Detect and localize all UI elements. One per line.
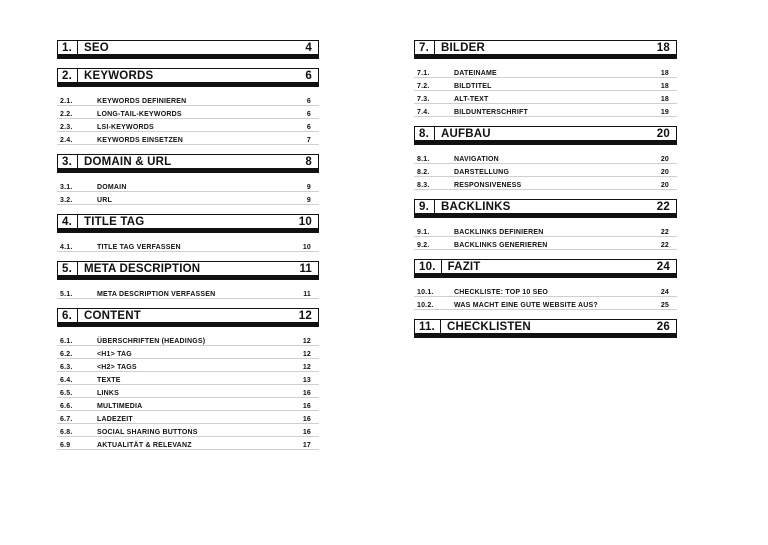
item-number: 6.1. [60,338,73,345]
section-title: SEO [84,41,109,54]
toc-section-header[interactable] [57,261,319,276]
item-title: URL [97,197,112,204]
section-title: KEYWORDS [84,69,154,82]
toc-section [57,40,319,68]
item-title: LADEZEIT [97,416,133,423]
item-number: 6.9 [60,442,71,449]
item-number: 7.3. [417,96,430,103]
item-number: 10.1. [417,289,434,296]
item-number: 3.2. [60,197,73,204]
item-title: DOMAIN [97,184,127,191]
section-title: AUFBAU [441,127,491,140]
item-page: 9 [306,197,311,204]
item-title: TEXTE [97,377,121,384]
item-title: BACKLINKS DEFINIEREN [454,229,544,236]
toc-item[interactable] [57,346,319,359]
toc-item[interactable] [57,179,319,192]
section-number: 2. [58,69,78,82]
section-number: 5. [58,262,78,275]
toc-section [414,40,677,117]
toc-section [57,261,319,299]
item-number: 6.4. [60,377,73,384]
item-page: 11 [303,291,311,298]
item-page: 7 [306,137,311,144]
toc-left-column [57,40,319,459]
item-page: 9 [306,184,311,191]
item-title: SOCIAL SHARING BUTTONS [97,429,198,436]
toc-subitems [414,65,677,117]
toc-item[interactable] [57,119,319,132]
section-number: 4. [58,215,78,228]
toc-subitems [414,284,677,310]
section-page: 24 [656,260,670,273]
toc-section-header[interactable] [57,154,319,169]
section-number: 3. [58,155,78,168]
toc-section-header[interactable] [414,40,677,55]
toc-section [57,308,319,450]
item-number: 6.2. [60,351,73,358]
section-number: 6. [58,309,78,322]
section-page: 18 [656,41,670,54]
section-title: TITLE TAG [84,215,145,228]
item-number: 2.3. [60,124,73,131]
item-number: 6.6. [60,403,73,410]
item-page: 24 [660,289,669,296]
item-title: KEYWORDS EINSETZEN [97,137,184,144]
item-page: 16 [302,416,311,423]
section-page: 26 [656,320,670,333]
toc-item[interactable] [57,333,319,346]
item-page: 6 [306,111,311,118]
section-page: 6 [305,69,312,82]
toc-item[interactable] [414,297,677,310]
item-number: 8.1. [417,156,430,163]
toc-subitems [57,333,319,450]
toc-item[interactable] [57,286,319,299]
toc-item[interactable] [57,424,319,437]
item-title: LONG-TAIL-KEYWORDS [97,111,182,118]
section-page: 20 [656,127,670,140]
toc-item[interactable] [57,437,319,450]
toc-section [57,214,319,252]
item-title: LSI-KEYWORDS [97,124,154,131]
item-page: 25 [660,302,669,309]
item-page: 20 [660,169,669,176]
item-title: NAVIGATION [454,156,499,163]
section-page: 11 [299,262,312,275]
item-page: 18 [660,70,669,77]
item-page: 16 [302,429,311,436]
toc-item[interactable] [414,224,677,237]
section-page: 22 [656,200,670,213]
item-page: 12 [302,364,311,371]
toc-item[interactable] [57,239,319,252]
section-page: 12 [298,309,312,322]
section-number: 7. [415,41,435,54]
item-page: 16 [302,390,311,397]
section-page: 4 [305,41,312,54]
item-title: <H1> TAG [97,351,132,358]
item-title: LINKS [97,390,119,397]
item-number: 3.1. [60,184,73,191]
section-page: 8 [305,155,312,168]
item-page: 6 [306,124,311,131]
item-number: 6.7. [60,416,73,423]
toc-section-header[interactable] [57,68,319,83]
item-number: 8.2. [417,169,430,176]
item-title: TITLE TAG VERFASSEN [97,244,181,251]
item-title: CHECKLISTE: TOP 10 SEO [454,289,548,296]
toc-item[interactable] [414,237,677,250]
section-number: 11. [415,320,441,333]
section-title: FAZIT [447,260,481,273]
toc-item[interactable] [414,91,677,104]
section-title: CHECKLISTEN [446,320,531,333]
section-title: DOMAIN & URL [84,155,172,168]
item-number: 6.3. [60,364,73,371]
item-title: AKTUALITÄT & RELEVANZ [97,442,192,449]
item-number: 2.2. [60,111,73,118]
item-number: 2.1. [60,98,73,105]
item-page: 20 [660,156,669,163]
section-title: BILDER [441,41,486,54]
item-page: 16 [302,403,311,410]
section-title: META DESCRIPTION [84,262,201,275]
toc-section-header[interactable] [414,259,677,274]
item-title: DARSTELLUNG [454,169,510,176]
toc-section [414,259,677,310]
toc-item[interactable] [414,151,677,164]
item-page: 20 [660,182,669,189]
toc-subitems [414,224,677,250]
item-number: 6.8. [60,429,73,436]
item-title: META DESCRIPTION VERFASSEN [97,291,216,298]
toc-item[interactable] [57,411,319,424]
toc-item[interactable] [414,164,677,177]
toc-item[interactable] [57,132,319,145]
section-page: 10 [298,215,312,228]
toc-section-header[interactable] [414,126,677,141]
toc-item[interactable] [57,398,319,411]
item-page: 19 [660,109,669,116]
toc-item[interactable] [414,177,677,190]
toc-subitems [57,93,319,145]
item-number: 4.1. [60,244,73,251]
toc-section [57,68,319,145]
item-page: 17 [302,442,311,449]
toc-section-header[interactable] [57,214,319,229]
item-number: 8.3. [417,182,430,189]
item-page: 12 [302,338,311,345]
item-title: WAS MACHT EINE GUTE WEBSITE AUS? [454,302,598,309]
item-title: BACKLINKS GENERIEREN [454,242,548,249]
toc-section [57,154,319,205]
toc-section-header[interactable] [57,40,319,55]
section-number: 8. [415,127,435,140]
item-page: 18 [660,96,669,103]
item-number: 6.5. [60,390,73,397]
item-page: 10 [302,244,311,251]
toc-subitems [57,286,319,299]
toc-section [414,126,677,190]
item-title: MULTIMEDIA [97,403,143,410]
toc-item[interactable] [414,65,677,78]
toc-item[interactable] [57,372,319,385]
item-number: 7.2. [417,83,430,90]
item-page: 18 [660,83,669,90]
toc-section [414,199,677,250]
section-number: 1. [58,41,78,54]
item-page: 12 [302,351,311,358]
toc-item[interactable] [57,192,319,205]
toc-subitems [57,239,319,252]
toc-section-header[interactable] [414,319,677,334]
section-title: BACKLINKS [441,200,511,213]
item-number: 10.2. [417,302,434,309]
item-page: 6 [306,98,311,105]
toc-item[interactable] [414,284,677,297]
item-number: 9.1. [417,229,430,236]
toc-subitems [414,151,677,190]
toc-item[interactable] [57,359,319,372]
toc-item[interactable] [57,106,319,119]
item-number: 2.4. [60,137,73,144]
toc-section-header[interactable] [57,308,319,323]
item-title: KEYWORDS DEFINIEREN [97,98,187,105]
item-title: <H2> TAGS [97,364,137,371]
item-title: ALT-TEXT [454,96,489,103]
section-number: 10. [415,260,442,273]
section-title: CONTENT [84,309,141,322]
item-number: 7.4. [417,109,430,116]
item-page: 22 [660,242,669,249]
item-title: ÜBERSCHRIFTEN (HEADINGS) [97,338,206,345]
section-number: 9. [415,200,435,213]
item-title: BILDTITEL [454,83,492,90]
toc-item[interactable] [57,385,319,398]
item-title: DATEINAME [454,70,497,77]
item-title: BILDUNTERSCHRIFT [454,109,528,116]
toc-subitems [57,179,319,205]
item-number: 5.1. [60,291,73,298]
item-page: 13 [302,377,311,384]
item-number: 7.1. [417,70,430,77]
toc-item[interactable] [414,78,677,91]
toc-section [414,319,677,347]
item-page: 22 [660,229,669,236]
toc-section-header[interactable] [414,199,677,214]
toc-item[interactable] [57,93,319,106]
item-title: RESPONSIVENESS [454,182,522,189]
toc-right-column [414,40,677,347]
toc-item[interactable] [414,104,677,117]
item-number: 9.2. [417,242,430,249]
